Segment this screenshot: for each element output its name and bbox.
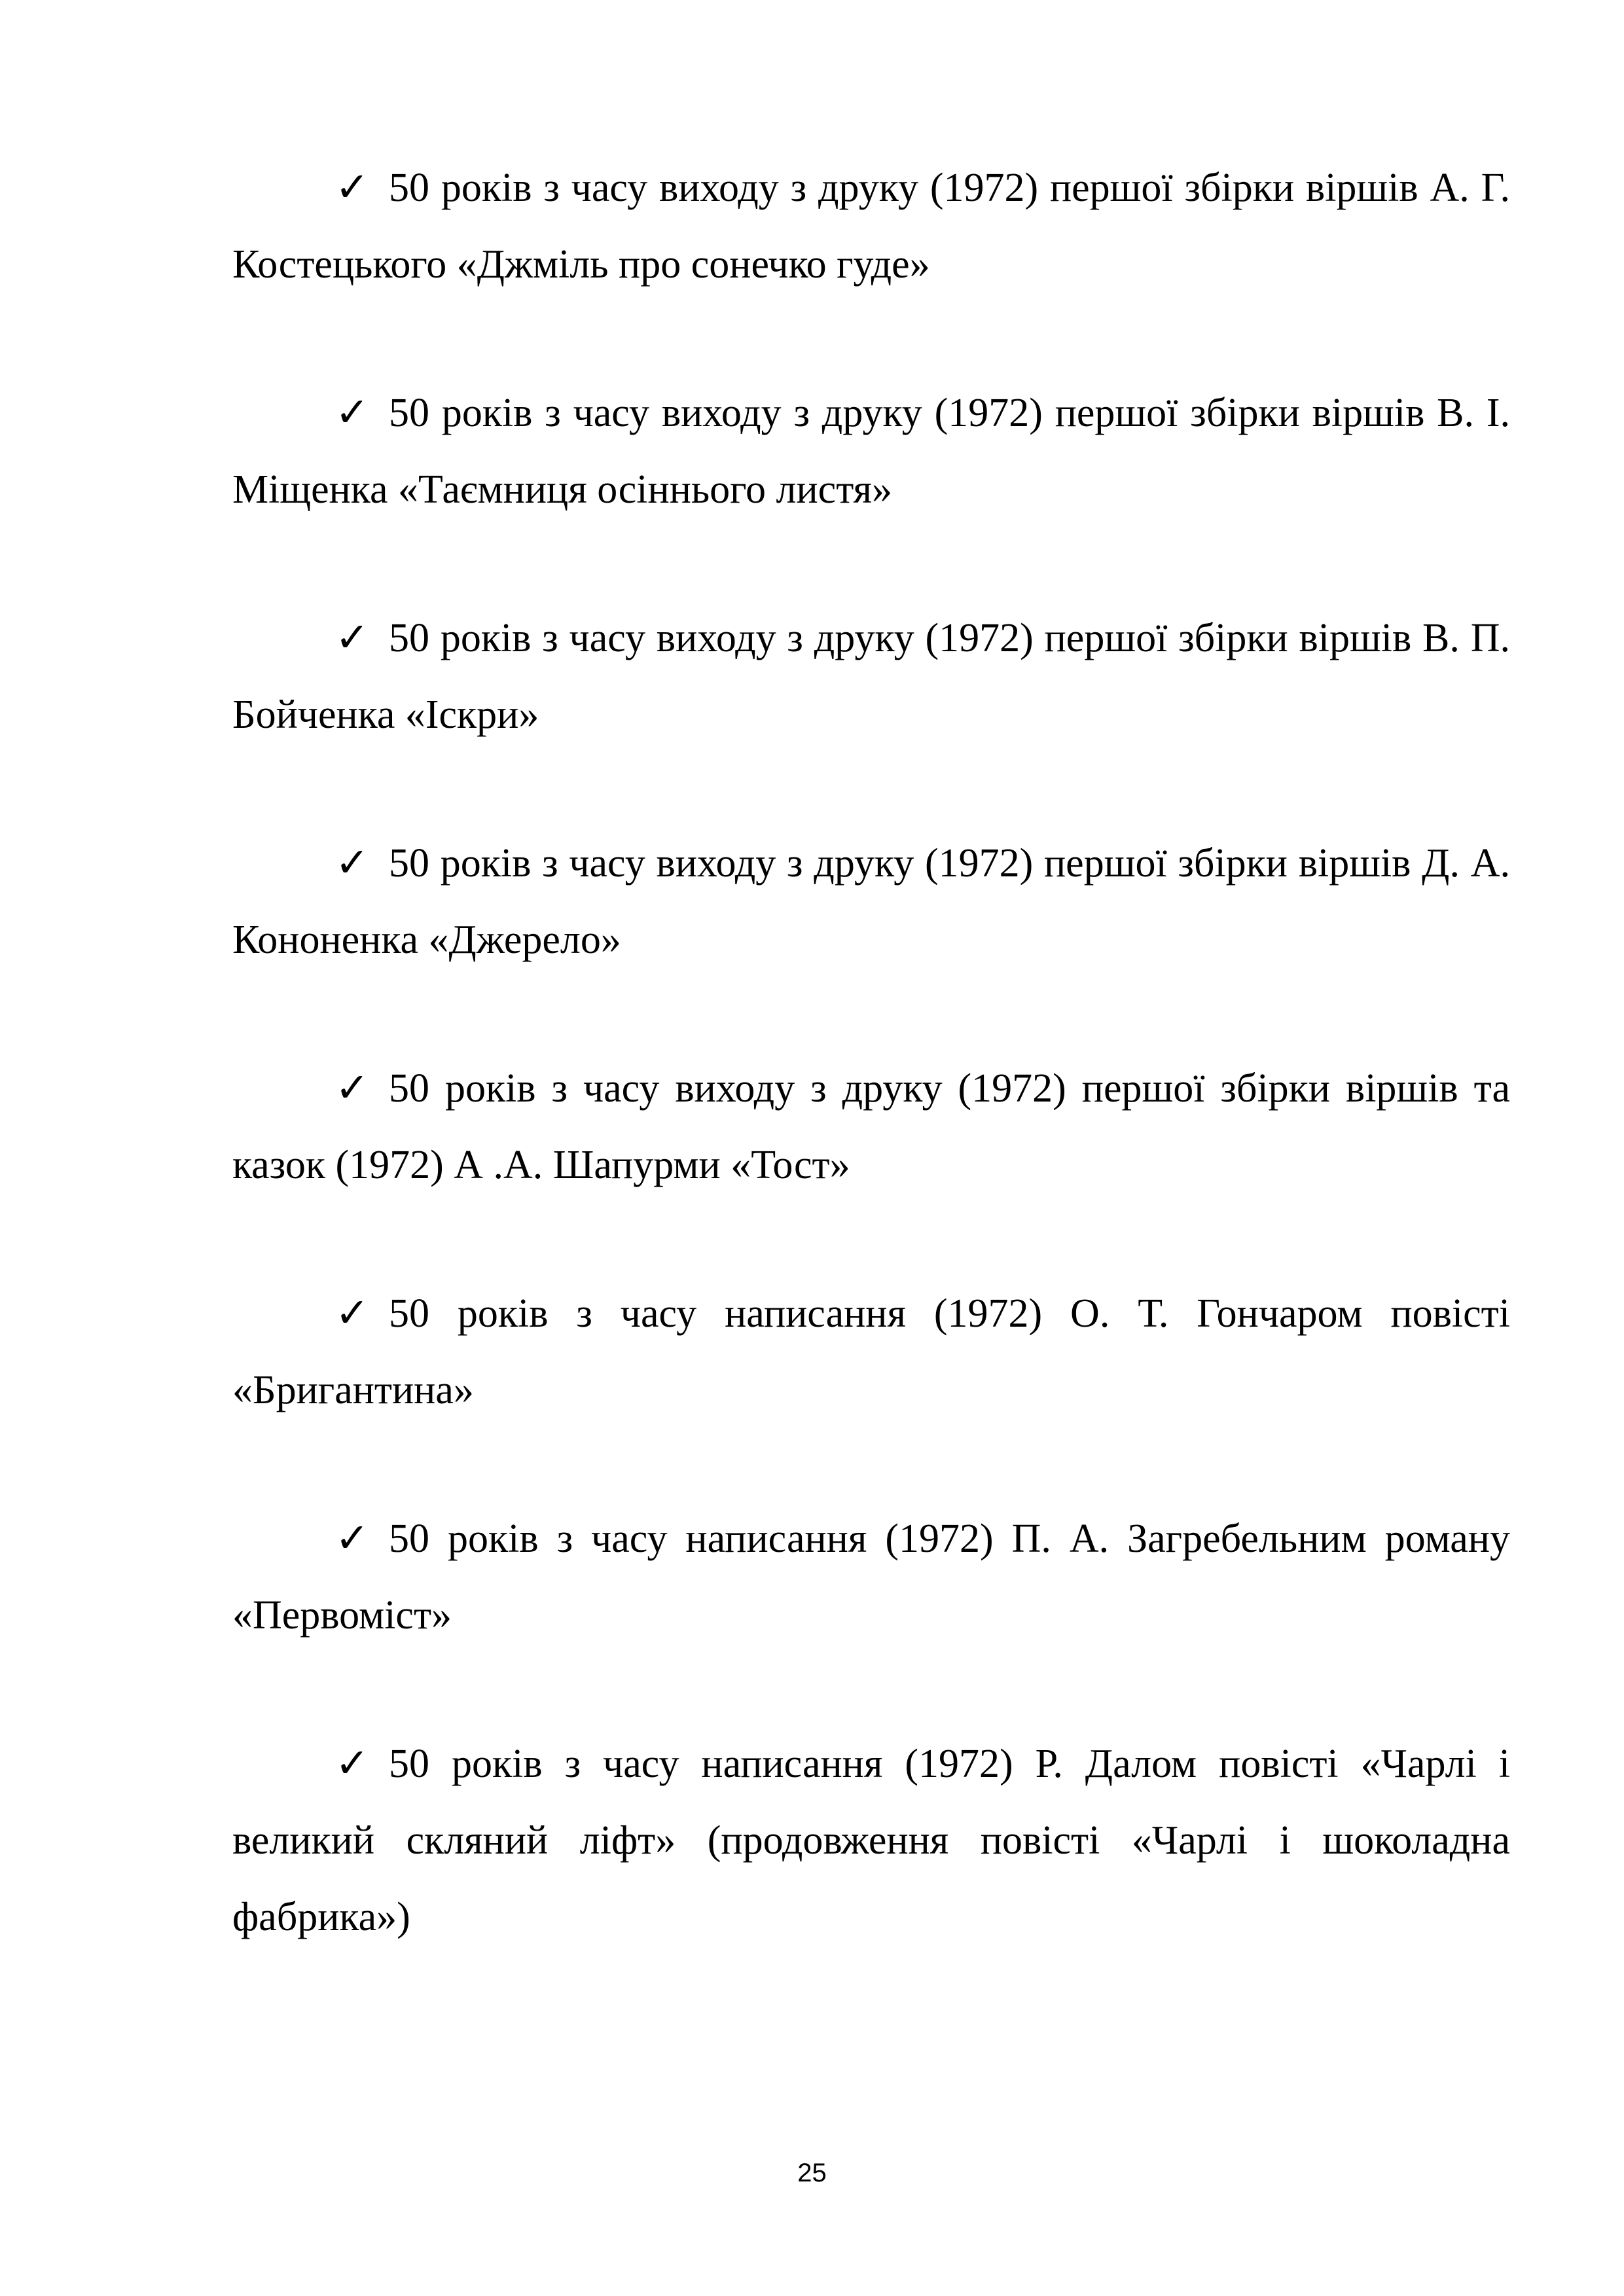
list-item-text: 50 років з часу написання (1972) О. Т. Гончаром повісті «Бригантина» xyxy=(232,1291,1510,1412)
list-item xyxy=(232,1276,1510,1429)
list-item-text: 50 років з часу написання (1972) Р. Далом повісті «Чарлі і великий скляний ліфт» (продовження повісті «Чарлі і шоколадна фабрика») xyxy=(232,1742,1510,1939)
list-item-text: 50 років з часу виходу з друку (1972) першої збірки віршів та казок (1972) А .А. Шапурми «Тост» xyxy=(232,1066,1510,1187)
check-mark-icon: ✓ xyxy=(335,391,369,435)
page-number: 25 xyxy=(797,2159,827,2187)
list-item-text: 50 років з часу виходу з друку (1972) першої збірки віршів Д. А. Кононенка «Джерело» xyxy=(232,841,1510,962)
list-item xyxy=(232,1050,1510,1204)
check-mark-icon: ✓ xyxy=(335,1742,369,1786)
list-item xyxy=(232,375,1510,528)
list-item xyxy=(232,825,1510,978)
check-mark-icon: ✓ xyxy=(335,1066,369,1111)
check-mark-icon: ✓ xyxy=(335,1516,369,1561)
check-mark-icon: ✓ xyxy=(335,616,369,660)
list-item xyxy=(232,1726,1510,1956)
list-item xyxy=(232,150,1510,303)
check-mark-icon: ✓ xyxy=(335,841,369,886)
list-item-text: 50 років з часу виходу з друку (1972) першої збірки віршів В. П. Бойченка «Іскри» xyxy=(232,616,1510,737)
check-mark-icon: ✓ xyxy=(335,166,369,210)
check-mark-icon: ✓ xyxy=(335,1291,369,1336)
list-item-text: 50 років з часу виходу з друку (1972) першої збірки віршів А. Г. Костецького «Джміль про сонечко гуде» xyxy=(232,166,1510,287)
list-item xyxy=(232,600,1510,753)
list-item xyxy=(232,1501,1510,1654)
list-item-text: 50 років з часу написання (1972) П. А. Загребельним роману «Первоміст» xyxy=(232,1516,1510,1638)
list-item-text: 50 років з часу виходу з друку (1972) першої збірки віршів В. І. Міщенка «Таємниця осіннього листя» xyxy=(232,391,1510,512)
